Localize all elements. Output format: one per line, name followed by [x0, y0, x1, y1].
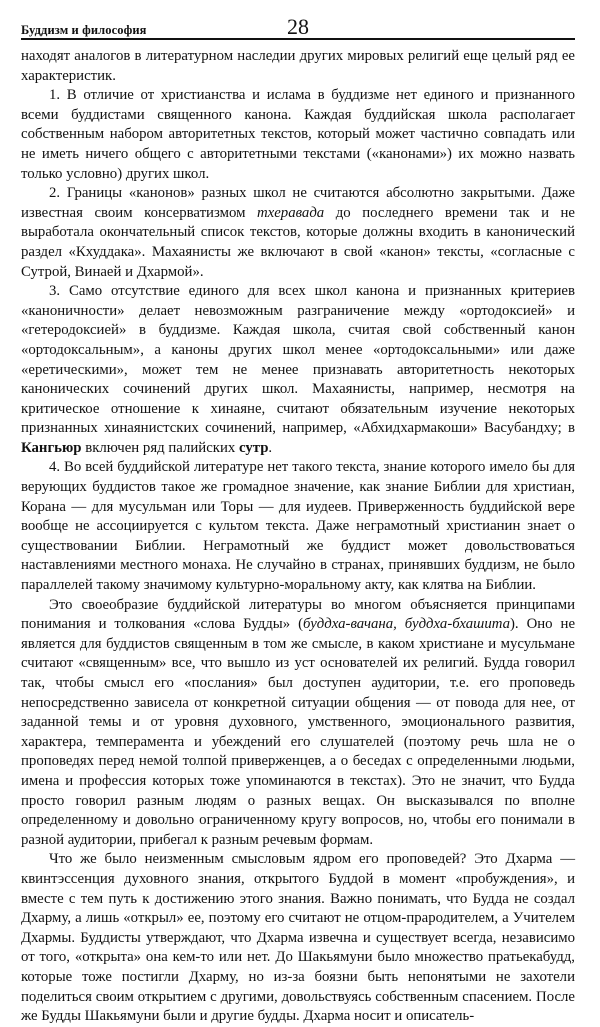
text-run: 1. В отличие от христианства и ислама в буддизме нет единого и признанного всеми буддистами священного канона. Каждая буддийская школа располагает собственным набором авторитетных текстов, который может частично совпадать или не иметь ничего общего с авторитетными текстами («канонами») их можно назвать только условно) других школ. [21, 87, 575, 182]
text-run: 2. Границы «канонов» разных школ не считаются абсолютно закрытыми. Даже известная своим консерватизмом [21, 185, 575, 221]
page-number: 28 [287, 14, 309, 39]
italic-term: буддха-вачана, буддха-бхашита [303, 616, 510, 633]
text-run: 4. Во всей буддийской литературе нет такого текста, знание которого имело бы для верующих буддистов такое же громадное значение, как знание Библии для христиан, Корана — для мусульман или Торы — для иудеев. Приверженность буддийской вере вообще не ассоциируется с культом текста. Даже неграмотный христианин знает о существовании Библии. Неграмотный же буддист может довольствоваться наставлениями местного монаха. Не случайно в странах, принявших буддизм, не было параллелей такому значимому культурно-моральному акту, как клятва на Библии. [21, 459, 575, 594]
bold-term: сутр [238, 439, 269, 456]
paragraph [21, 86, 575, 184]
bold-term: Кангьюр [21, 439, 82, 456]
text-run: Это своеобразие буддийской литературы во многом объясняется принципами понимания и толкования «слова Будды» ( [21, 596, 575, 633]
text-run: до последнего времени так и не выработала окончательный список текстов, которые должны входить в канонический раздел «Кхуддака». Махаянисты же включают в свой «канон» тексты, «согласные с Сутрой, Винаей и Дхармой». [21, 204, 576, 280]
text-run: находят аналогов в литературном наследии других мировых религий еще целый ряд ее характеристик. [21, 48, 575, 84]
text-run: включен ряд палийских [81, 439, 239, 456]
text-run: ). Оно не является для буддистов священным в том же смысле, в каком христиане и мусульмане считают «священным» все, что вышло из уст основателей их религий. Будда говорил так, чтобы смысл его «послания» был доступен аудитории, т.е. его проповедь непосредственно зависела от конкретной ситуации общения — от повода для нее, от заданной темы и от уровня духовного, умственного, эмоционального развития, характера, темперамента и убеждений его слушателей (поэтому речь шла не о проповедях перед немой толпой приверженцев, а о беседах с определенными людьми, имена и профессия которых тоже упоминаются в текстах). Это не значит, что Будда просто говорил разным людям о разных вещах. Он высказывался по вполне определенному и довольно ограниченному кругу вопросов, но, чтобы его понимали в разной аудитории, прибегал к разным речевым формам. [21, 616, 576, 848]
text-run: Что же было неизменным смысловым ядром его проповедей? Это Дхарма — квинтэссенция духовного знания, открытого Буддой в момент «пробуждения», и вместе с тем путь к достижению этого знания. Важно понимать, что Будда не создал Дхарму, а лишь «открыл» ее, поэтому его считают не отцом-прародителем, а Учителем Дхармы. Буддисты утверждают, что Дхарма извечна и существует всегда, независимо от того, «открыта» она кем-то или нет. До Шакьямуни было множество пратьекабудд, которые тоже постигли Дхарму, но из-за боязни быть непонятыми не захотели поделиться своим открытием с другими, довольствуясь собственным спасением. После же Будды Шакьямуни были и другие будды. Дхарма носит и описатель- [21, 851, 575, 1025]
italic-term: тхеравада [256, 204, 325, 221]
paragraph [21, 850, 575, 1026]
running-header [21, 0, 575, 40]
paragraph [21, 596, 575, 851]
body-text [21, 47, 575, 1027]
paragraph [21, 282, 575, 458]
text-run: . [268, 439, 273, 456]
paragraph [21, 458, 575, 595]
running-title: Буддизм и философия [21, 23, 147, 37]
paragraph [21, 47, 575, 86]
paragraph [21, 184, 575, 282]
text-run: 3. Само отсутствие единого для всех школ канона и признанных критериев «каноничности» делает невозможным разграничение между «ортодоксией» и «гетеродоксией» в буддизме. Каждая школа, считая свой собственный канон «ортодоксальным», а каноны других школ менее «ортодоксальными» или даже «еретическими», может тем не менее признавать авторитетность некоторых канонических сочинений других школ. Махаянисты, например, несмотря на критическое отношение к хинаяне, считают обязательным изучение некоторых признанных хинаянистских сочинений, например, «Абхидхармакоши» Васубандху; в [21, 283, 575, 437]
